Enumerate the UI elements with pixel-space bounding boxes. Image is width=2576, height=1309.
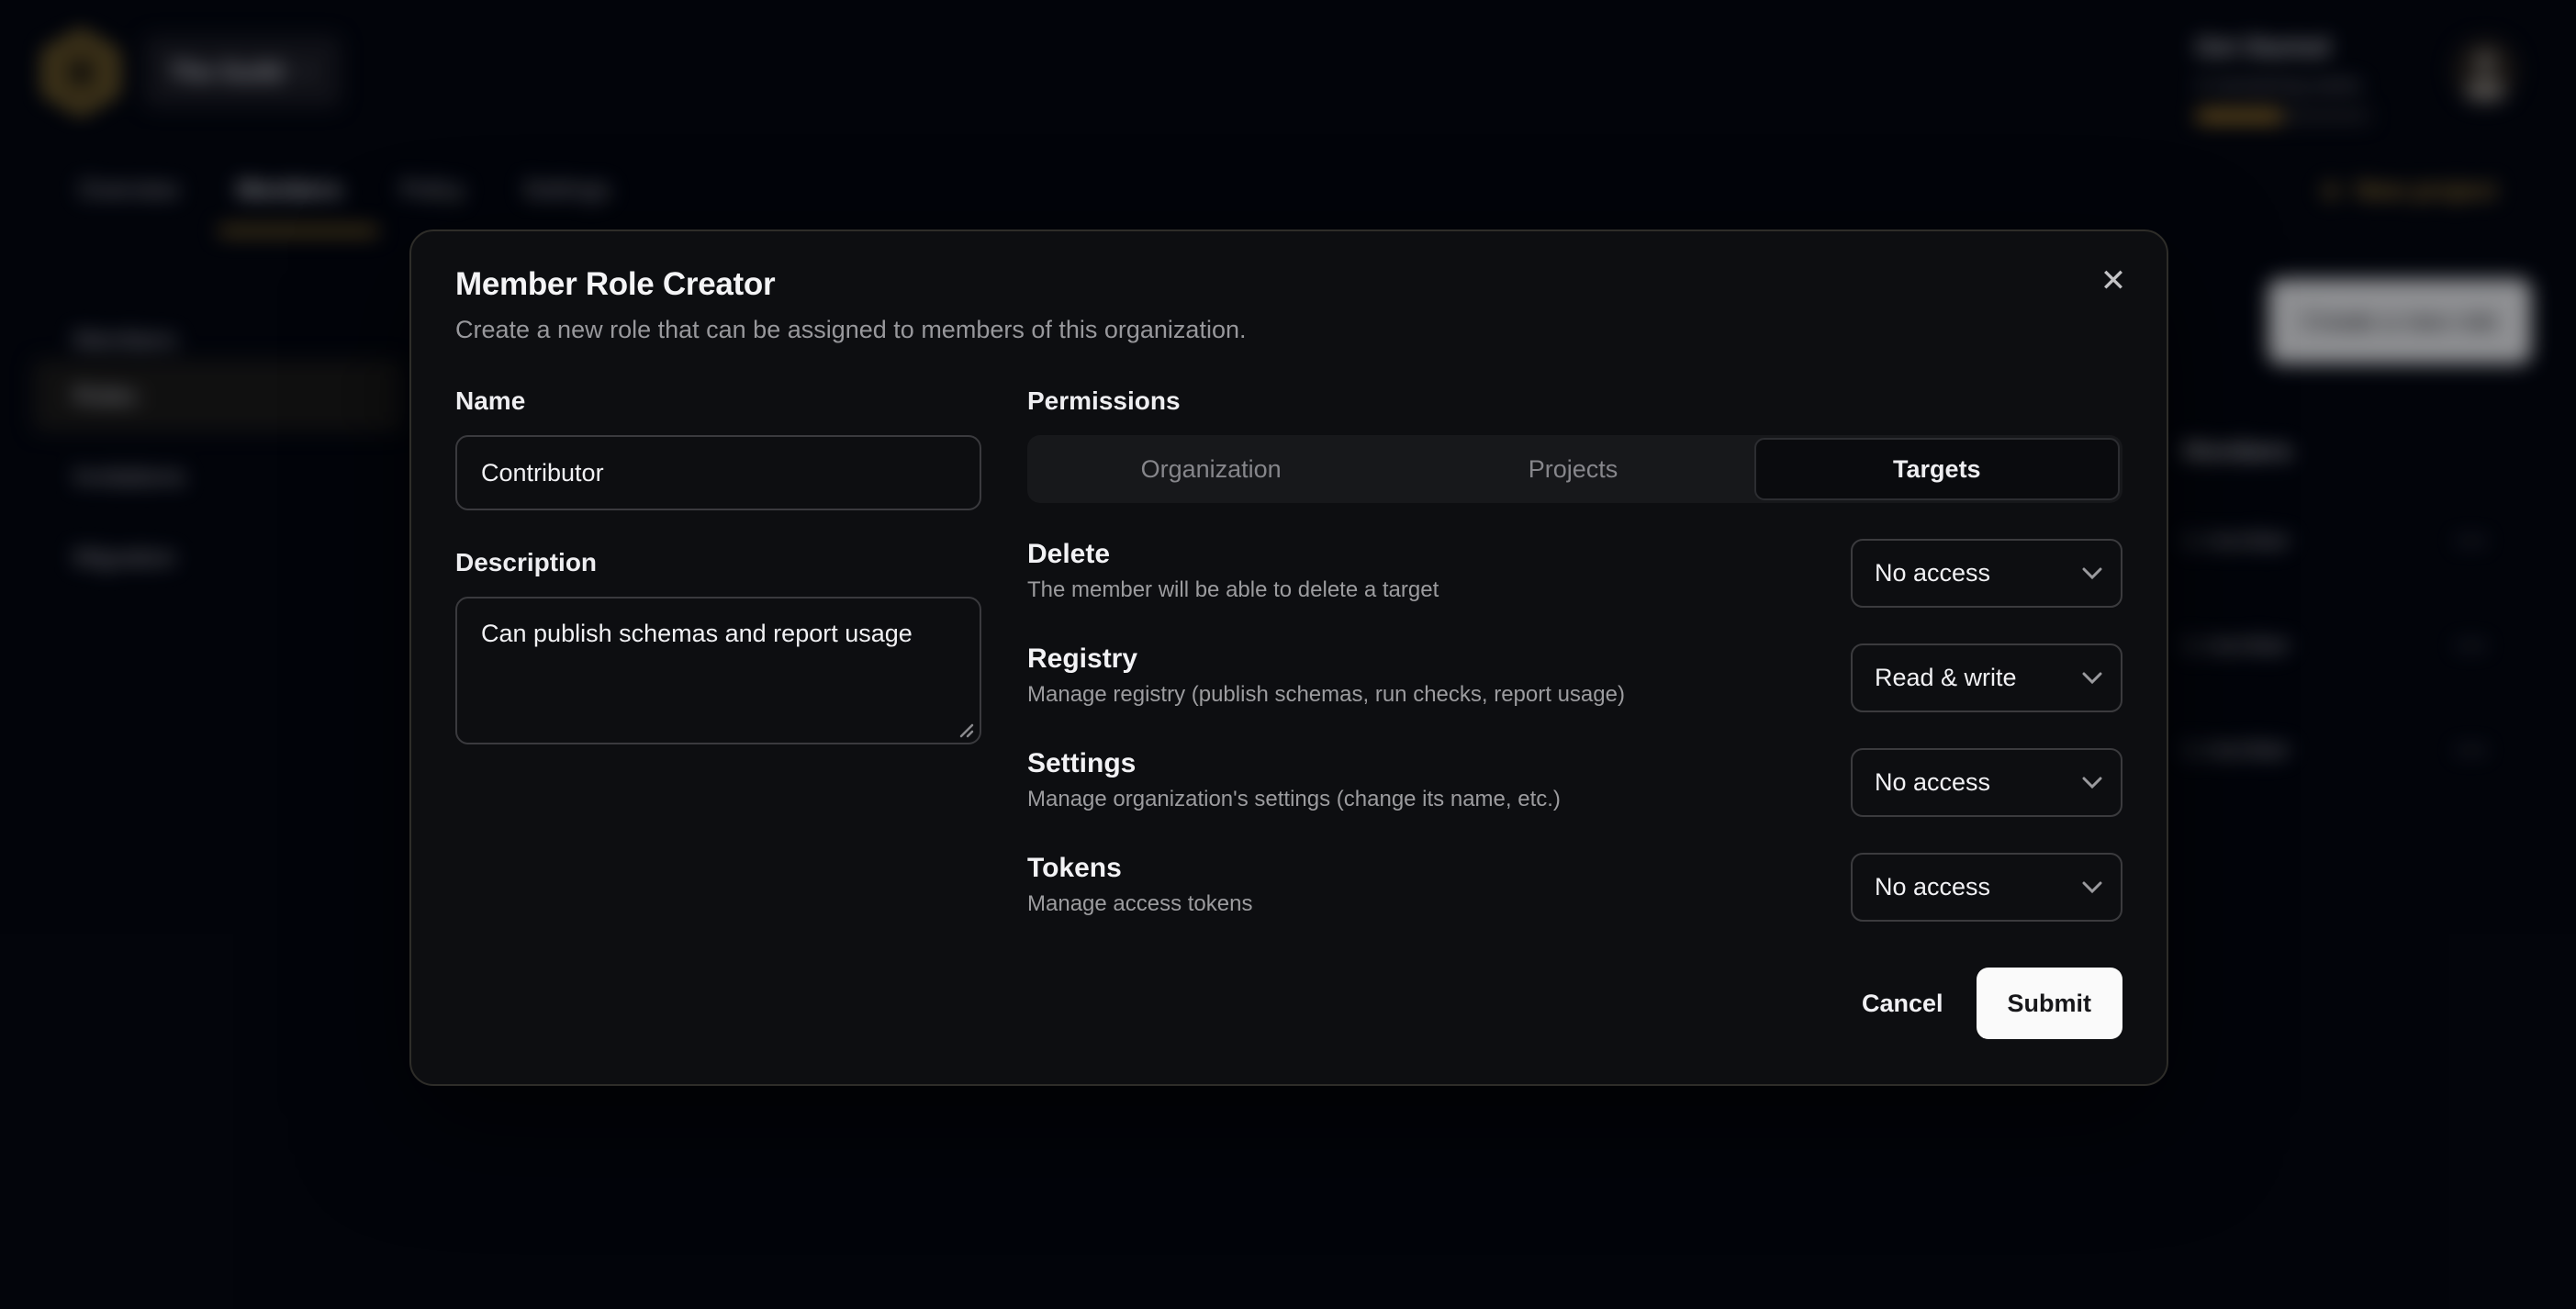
get-started-title: Get Started xyxy=(2196,33,2330,61)
new-project-label: New project xyxy=(2356,176,2497,204)
tab-overview[interactable]: Overview xyxy=(79,174,179,203)
sidebar-item-migration[interactable]: Migration xyxy=(73,543,176,571)
role-row-members-count: 1 member xyxy=(2183,631,2291,658)
permission-description: Manage access tokens xyxy=(1027,891,1253,916)
description-label: Description xyxy=(455,548,598,576)
tab-projects[interactable]: Projects xyxy=(1528,454,1618,483)
tab-organization[interactable]: Organization xyxy=(1140,454,1282,483)
chevron-down-icon xyxy=(2082,777,2102,789)
cancel-button[interactable]: Cancel xyxy=(1838,968,1967,1039)
select-value: Read & write xyxy=(1875,664,2017,691)
role-row-menu-icon[interactable]: ••• xyxy=(2457,633,2489,658)
permissions-label: Permissions xyxy=(1027,386,1181,415)
modal-title: Member Role Creator xyxy=(455,266,776,302)
chevron-down-icon xyxy=(2082,881,2102,894)
members-column-header: Members xyxy=(2183,437,2292,464)
select-value: No access xyxy=(1875,559,1991,587)
description-textarea[interactable] xyxy=(455,597,981,744)
permission-title: Tokens xyxy=(1027,853,1122,883)
permission-description: Manage registry (publish schemas, run checks, report usage) xyxy=(1027,682,1625,707)
permission-description: Manage organization's settings (change its name, etc.) xyxy=(1027,787,1561,811)
submit-button[interactable]: Submit xyxy=(1977,968,2123,1039)
role-row-members-count: 1 member xyxy=(2183,735,2291,763)
permission-row-registry xyxy=(1027,643,2122,712)
create-new-role-button[interactable]: Create a new role xyxy=(2272,283,2527,360)
name-input[interactable] xyxy=(455,435,981,510)
role-row-members-count: 1 member xyxy=(2183,526,2291,554)
modal-footer xyxy=(1027,968,2122,1039)
permissions-tabs xyxy=(1027,435,2122,503)
permission-title: Settings xyxy=(1027,748,1137,778)
tokens-access-select[interactable] xyxy=(1851,853,2122,922)
org-name: The Guild xyxy=(169,57,285,85)
permission-description: The member will be able to delete a target xyxy=(1027,577,1439,602)
permission-title: Registry xyxy=(1027,643,1138,674)
delete-access-select[interactable] xyxy=(1851,539,2122,608)
settings-access-select[interactable] xyxy=(1851,748,2122,817)
permission-row-delete xyxy=(1027,539,2122,608)
registry-access-select[interactable] xyxy=(1851,643,2122,712)
modal-subtitle: Create a new role that can be assigned to members of this organization. xyxy=(455,316,1247,343)
permission-row-tokens xyxy=(1027,853,2122,922)
role-row-menu-icon[interactable]: ••• xyxy=(2457,529,2489,554)
resize-grip-icon[interactable] xyxy=(954,718,974,738)
permission-row-settings xyxy=(1027,748,2122,817)
sidebar-item-invitations[interactable]: Invitations xyxy=(73,462,185,490)
tab-targets[interactable]: Targets xyxy=(1754,438,2120,500)
chevron-down-icon xyxy=(2082,672,2102,685)
member-role-creator-modal xyxy=(409,229,2168,1086)
name-label: Name xyxy=(455,386,526,415)
select-value: No access xyxy=(1875,873,1991,901)
tab-settings[interactable]: Settings xyxy=(522,174,610,203)
get-started-subtitle: 4 remaining tasks xyxy=(2196,73,2362,96)
permission-title: Delete xyxy=(1027,539,1111,569)
select-value: No access xyxy=(1875,768,1991,796)
chevron-down-icon xyxy=(2082,567,2102,580)
close-icon[interactable]: ✕ xyxy=(2088,255,2139,307)
tab-members[interactable]: Members xyxy=(237,174,342,203)
sidebar-item-roles[interactable]: Roles xyxy=(33,360,402,431)
tab-policy[interactable]: Policy xyxy=(400,174,465,203)
sidebar-item-members[interactable]: Members xyxy=(73,325,177,353)
role-row-menu-icon[interactable]: ••• xyxy=(2457,738,2489,763)
